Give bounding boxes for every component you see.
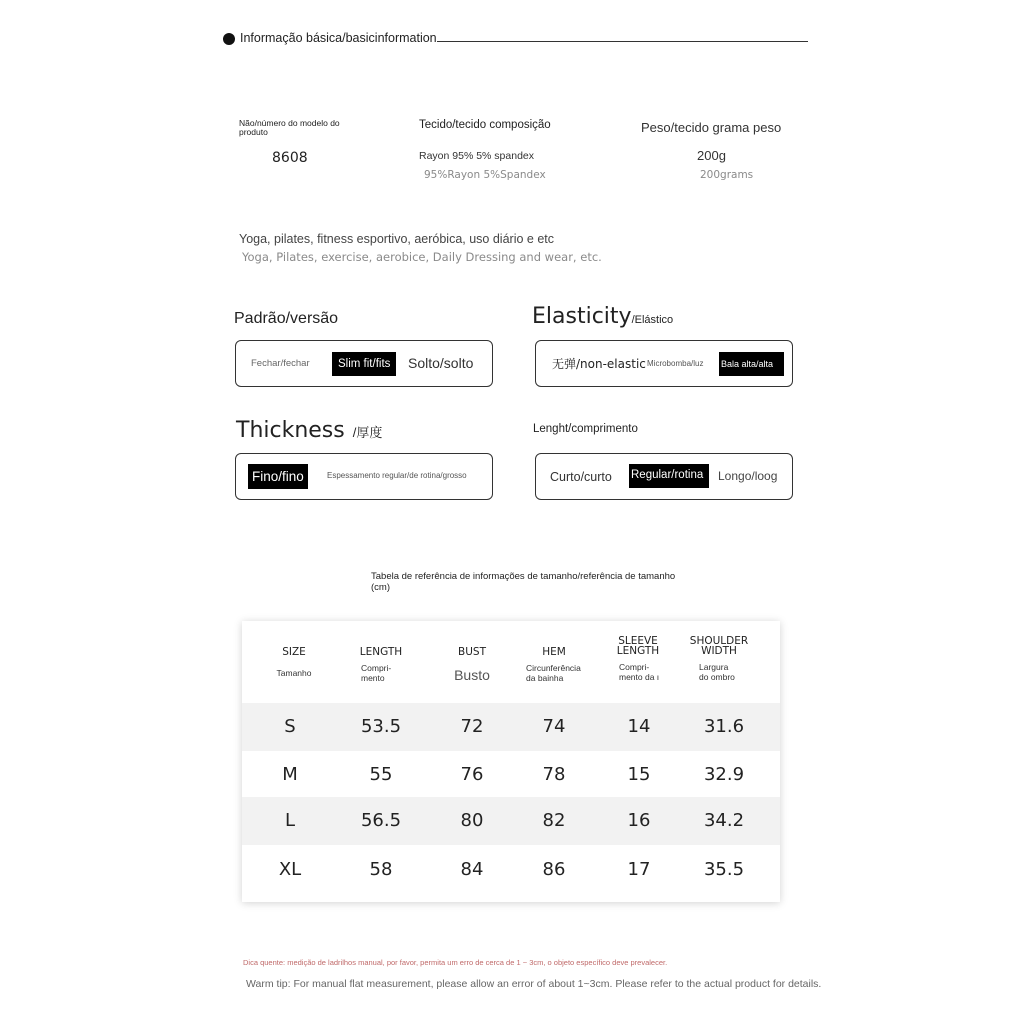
elasticity-option-high[interactable]: Bala alta/alta [719, 352, 784, 376]
cell-size: L [284, 810, 296, 831]
length-options-box [535, 453, 793, 500]
cell-hem: 86 [542, 859, 566, 880]
model-number-value: 8608 [272, 150, 308, 166]
elasticity-option-micro[interactable]: Microbomba/luz [647, 359, 704, 368]
col-subheader-length: Compri- mento [361, 663, 392, 683]
cell-sleeve-length: 17 [627, 859, 651, 880]
col-header-bust: BUST [458, 646, 486, 658]
usage-en: Yoga, Pilates, exercise, aerobice, Daily Dressing and wear, etc. [242, 250, 602, 264]
cell-shoulder-width: 32.9 [703, 764, 745, 785]
cell-shoulder-width: 35.5 [703, 859, 745, 880]
pattern-option-loose[interactable]: Solto/solto [408, 355, 474, 371]
col-subheader-hem: Circunferência da bainha [526, 663, 581, 683]
cell-sleeve-length: 14 [627, 716, 651, 737]
tip-pt: Dica quente: medição de ladrilhos manual, por favor, permita um erro de cerca de 1 ~ 3cm, o objeto específico deve prevalecer. [243, 958, 668, 967]
cell-sleeve-length: 16 [627, 810, 651, 831]
fabric-composition-en: 95%Rayon 5%Spandex [424, 169, 546, 181]
cell-length: 55 [369, 764, 393, 785]
size-table [242, 621, 780, 902]
cell-shoulder-width: 34.2 [703, 810, 745, 831]
cell-hem: 74 [542, 716, 566, 737]
thickness-title-group [236, 418, 382, 443]
thickness-option-regular[interactable]: Espessamento regular/de rotina/grosso [327, 471, 467, 480]
pattern-option-close[interactable]: Fechar/fechar [251, 358, 310, 369]
thickness-subtitle: /厚度 [352, 425, 383, 440]
cell-length: 53.5 [360, 716, 402, 737]
cell-shoulder-width: 31.6 [703, 716, 745, 737]
col-header-shoulder-width: SHOULDER WIDTH [689, 635, 749, 657]
pattern-option-slim[interactable]: Slim fit/fits [332, 352, 396, 376]
elasticity-title-group [532, 304, 673, 329]
fabric-label: Tecido/tecido composição [419, 119, 551, 131]
elasticity-option-non-elastic[interactable]: 无弹/non-elastic [552, 357, 646, 371]
table-row [242, 797, 780, 845]
fabric-composition-pt: Rayon 95% 5% spandex [419, 150, 534, 162]
cell-size: S [284, 716, 296, 737]
weight-label: Peso/tecido grama peso [641, 120, 782, 135]
col-header-sleeve-length: SLEEVE LENGTH [616, 635, 660, 657]
elasticity-title: Elasticity [532, 304, 632, 329]
cell-size: XL [278, 859, 302, 880]
divider [437, 41, 808, 42]
col-header-hem: HEM [542, 646, 566, 658]
usage-pt: Yoga, pilates, fitness esportivo, aeróbica, uso diário e etc [239, 232, 555, 246]
table-row [242, 846, 780, 894]
cell-bust: 76 [460, 764, 484, 785]
table-row [242, 751, 780, 799]
col-subheader-bust: Busto [454, 667, 490, 683]
model-number-label: Não/número do modelo do produto [239, 118, 340, 137]
length-title: Lenght/comprimento [533, 423, 638, 435]
elasticity-options-box [535, 340, 793, 387]
table-row [242, 703, 780, 751]
cell-hem: 82 [542, 810, 566, 831]
cell-bust: 80 [460, 810, 484, 831]
thickness-option-thin[interactable]: Fino/fino [248, 464, 308, 489]
weight-value-en: 200grams [700, 169, 754, 181]
cell-length: 56.5 [360, 810, 402, 831]
col-subheader-shoulder-width: Largura do ombro [699, 662, 735, 682]
length-option-long[interactable]: Longo/loog [718, 469, 778, 483]
col-header-size: SIZE [282, 646, 306, 658]
size-table-title: Tabela de referência de informações de tamanho/referência de tamanho (cm) [371, 571, 676, 593]
cell-sleeve-length: 15 [627, 764, 651, 785]
weight-value: 200g [697, 148, 726, 163]
length-option-regular[interactable]: Regular/rotina [629, 464, 709, 488]
col-header-length: LENGTH [359, 646, 403, 658]
pattern-options-box [235, 340, 493, 387]
thickness-title: Thickness [236, 418, 345, 443]
cell-bust: 84 [460, 859, 484, 880]
col-subheader-sleeve-length: Compri- mento da ı [619, 662, 660, 682]
col-subheader-size: Tamanho [276, 668, 312, 678]
bullet-icon [223, 33, 235, 45]
cell-size: M [282, 764, 298, 785]
cell-hem: 78 [542, 764, 566, 785]
thickness-options-box [235, 453, 493, 500]
elasticity-subtitle: /Elástico [631, 314, 674, 326]
cell-bust: 72 [460, 716, 484, 737]
pattern-title: Padrão/versão [234, 310, 339, 327]
length-option-short[interactable]: Curto/curto [550, 470, 612, 484]
cell-length: 58 [369, 859, 393, 880]
section-title-basic-info: Informação básica/basicinformation [240, 31, 437, 45]
tip-en: Warm tip: For manual flat measurement, please allow an error of about 1~3cm. Please refer to the actual product for details. [246, 978, 822, 990]
